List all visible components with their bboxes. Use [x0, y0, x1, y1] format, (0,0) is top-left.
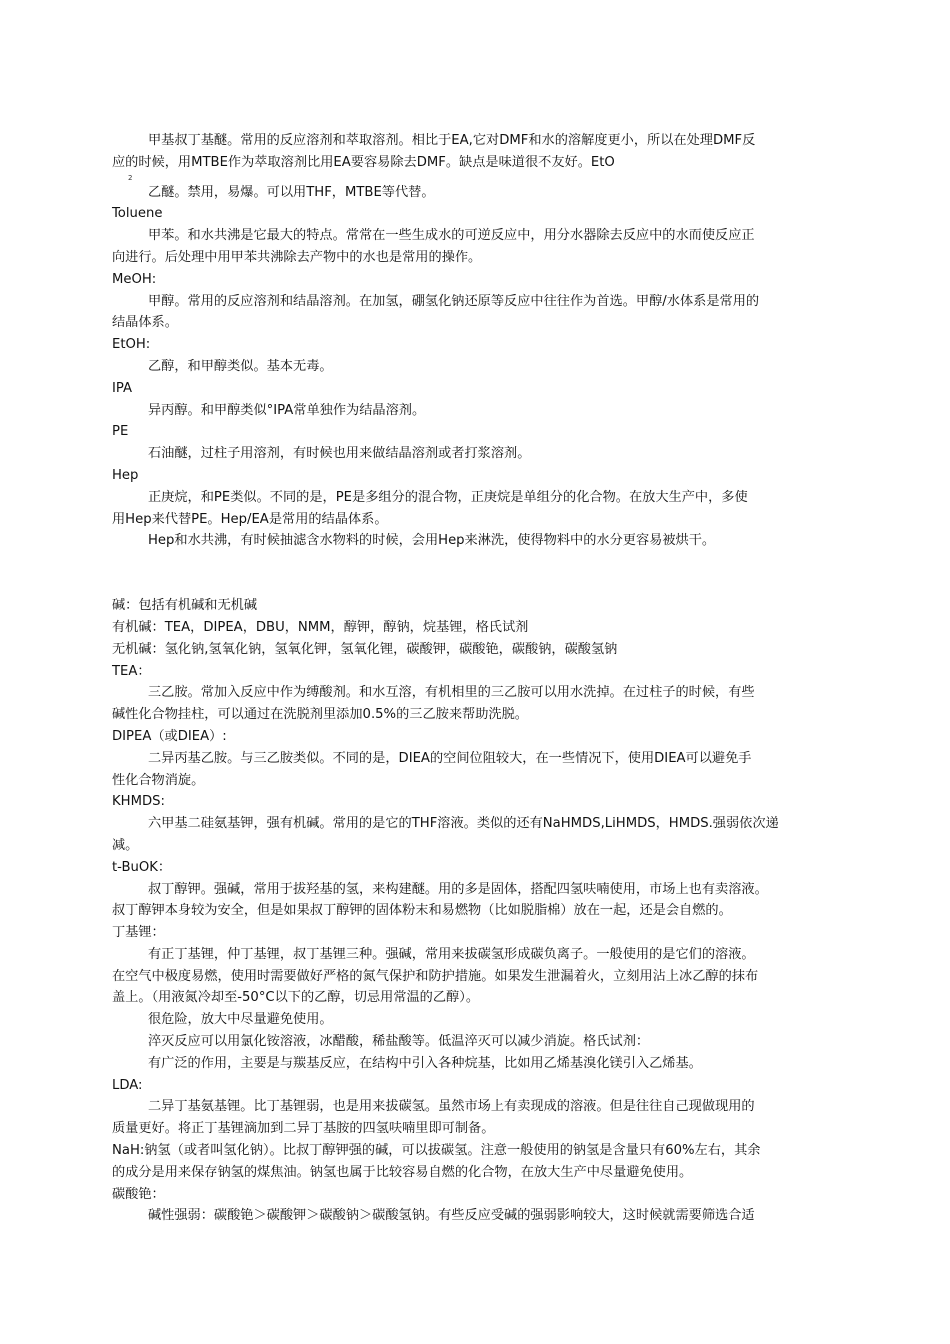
text-line: LDA:	[112, 1077, 143, 1093]
text-line: Hep	[112, 467, 139, 483]
text-line: 性化合物消旋。	[112, 772, 205, 788]
text-line: 丁基锂：	[112, 925, 165, 941]
text-line: 有广泛的作用，主要是与羰基反应，在结构中引入各种烷基，比如用乙烯基溴化镁引入乙烯基。	[148, 1055, 702, 1071]
text-line: 应的时候，用MTBE作为萃取溶剂比用EA要容易除去DMF。缺点是味道很不友好。EtO	[112, 154, 615, 170]
text-line: KHMDS:	[112, 794, 165, 810]
text-line: 碱性化合物挂柱，可以通过在洗脱剂里添加0.5%的三乙胺来帮助洗脱。	[112, 707, 528, 723]
text-line: EtOH:	[112, 337, 151, 353]
text-line: 甲醇。常用的反应溶剂和结晶溶剂。在加氢，硼氢化钠还原等反应中往往作为首选。甲醇/水体系是常用的	[148, 293, 760, 309]
text-line: TEA：	[112, 663, 151, 679]
text-line: 二异丁基氨基锂。比丁基锂弱，也是用来拔碳氢。虽然市场上有卖现成的溶液。但是往往自己现做现用的	[148, 1099, 755, 1115]
text-line: IPA	[112, 380, 133, 396]
text-line: 无机碱：氢化钠,氢氧化钠，氢氧化钾，氢氧化锂，碳酸钾，碳酸铯，碳酸钠，碳酸氢钠	[112, 641, 618, 657]
text-line: 叔丁醇钾。强碱，常用于拔羟基的氢，来构建醚。用的多是固体，搭配四氢呋喃使用，市场上也有卖溶液。	[148, 881, 768, 897]
text-line: 有机碱：TEA，DIPEA，DBU，NMM，醇钾，醇钠，烷基锂，格氏试剂	[112, 619, 529, 635]
text-line: 甲基叔丁基醚。常用的反应溶剂和萃取溶剂。相比于EA,它对DMF和水的溶解度更小，所以在处理DMF反	[148, 133, 756, 148]
subscript-text: 2	[128, 173, 133, 182]
text-line: 甲苯。和水共沸是它最大的特点。常常在一些生成水的可逆反应中，用分水器除去反应中的水而使反应正	[148, 228, 755, 244]
text-line: 淬灭反应可以用氯化铵溶液，冰醋酸，稀盐酸等。低温淬灭可以减少消旋。格氏试剂：	[148, 1034, 650, 1050]
text-line: 石油醚，过柱子用溶剂，有时候也用来做结晶溶剂或者打浆溶剂。	[148, 446, 531, 462]
text-line: Hep和水共沸，有时候抽滤含水物料的时候，会用Hep来淋洗，使得物料中的水分更容易被烘干。	[148, 533, 716, 549]
text-line: 碱：包括有机碱和无机碱	[112, 598, 258, 614]
text-line: 用Hep来代替PE。Hep/EA是常用的结晶体系。	[112, 511, 388, 527]
text-line: 有正丁基锂，仲丁基锂，叔丁基锂三种。强碱，常用来拔碳氢形成碳负离子。一般使用的是它们的溶液。	[148, 946, 755, 962]
text-line: DIPEA（或DIEA）:	[112, 728, 227, 744]
text-line: 正庚烷，和PE类似。不同的是，PE是多组分的混合物，正庚烷是单组分的化合物。在放大生产中，多使	[148, 489, 748, 505]
text-line: NaH:钠氢（或者叫氢化钠）。比叔丁醇钾强的碱，可以拔碳氢。注意一般使用的钠氢是含量只有60%左右，其余	[112, 1143, 761, 1159]
text-line: 盖上。（用液氮冷却至-50°C以下的乙醇，切忌用常温的乙醇）。	[112, 990, 480, 1006]
text-line: 六甲基二硅氨基钾，强有机碱。常用的是它的THF溶液。类似的还有NaHMDS,LiHMDS，HMDS.强弱依次递	[148, 816, 779, 832]
text-line: 减。	[112, 837, 139, 853]
text-line: PE	[112, 424, 129, 440]
text-line: t-BuOK：	[112, 859, 172, 875]
text-line: 异丙醇。和甲醇类似°IPA常单独作为结晶溶剂。	[148, 402, 426, 418]
text-line: 质量更好。将正丁基锂滴加到二异丁基胺的四氢呋喃里即可制备。	[112, 1121, 495, 1137]
text-line: 碱性强弱：碳酸铯＞碳酸钾＞碳酸钠＞碳酸氢钠。有些反应受碱的强弱影响较大，这时候就需要筛选合适	[148, 1208, 755, 1224]
text-line: 叔丁醇钾本身较为安全，但是如果叔丁醇钾的固体粉末和易燃物（比如脱脂棉）放在一起，还是会自燃的。	[112, 903, 732, 919]
document-body	[112, 130, 852, 1227]
text-line: 碳酸铯：	[112, 1186, 165, 1202]
text-line: 乙醇，和甲醇类似。基本无毒。	[148, 358, 333, 374]
text-line: 乙醚。禁用，易爆。可以用THF，MTBE等代替。	[148, 184, 435, 200]
text-line: 很危险，放大中尽量避免使用。	[148, 1012, 333, 1028]
text-line: 在空气中极度易燃，使用时需要做好严格的氮气保护和防护措施。如果发生泄漏着火，立刻用沾上冰乙醇的抹布	[112, 968, 759, 984]
section-spacer	[112, 552, 852, 595]
text-line: 三乙胺。常加入反应中作为缚酸剂。和水互溶，有机相里的三乙胺可以用水洗掉。在过柱子的时候，有些	[148, 685, 755, 701]
text-line: MeOH:	[112, 271, 157, 287]
text-line: 结晶体系。	[112, 315, 178, 331]
text-line: 向进行。后处理中用甲苯共沸除去产物中的水也是常用的操作。	[112, 249, 482, 265]
text-line: 的成分是用来保存钠氢的煤焦油。钠氢也属于比较容易自燃的化合物，在放大生产中尽量避免使用。	[112, 1164, 693, 1180]
text-line: Toluene	[112, 206, 163, 222]
text-line: 二异丙基乙胺。与三乙胺类似。不同的是，DIEA的空间位阻较大，在一些情况下，使用DIEA可以避免手	[148, 750, 752, 766]
